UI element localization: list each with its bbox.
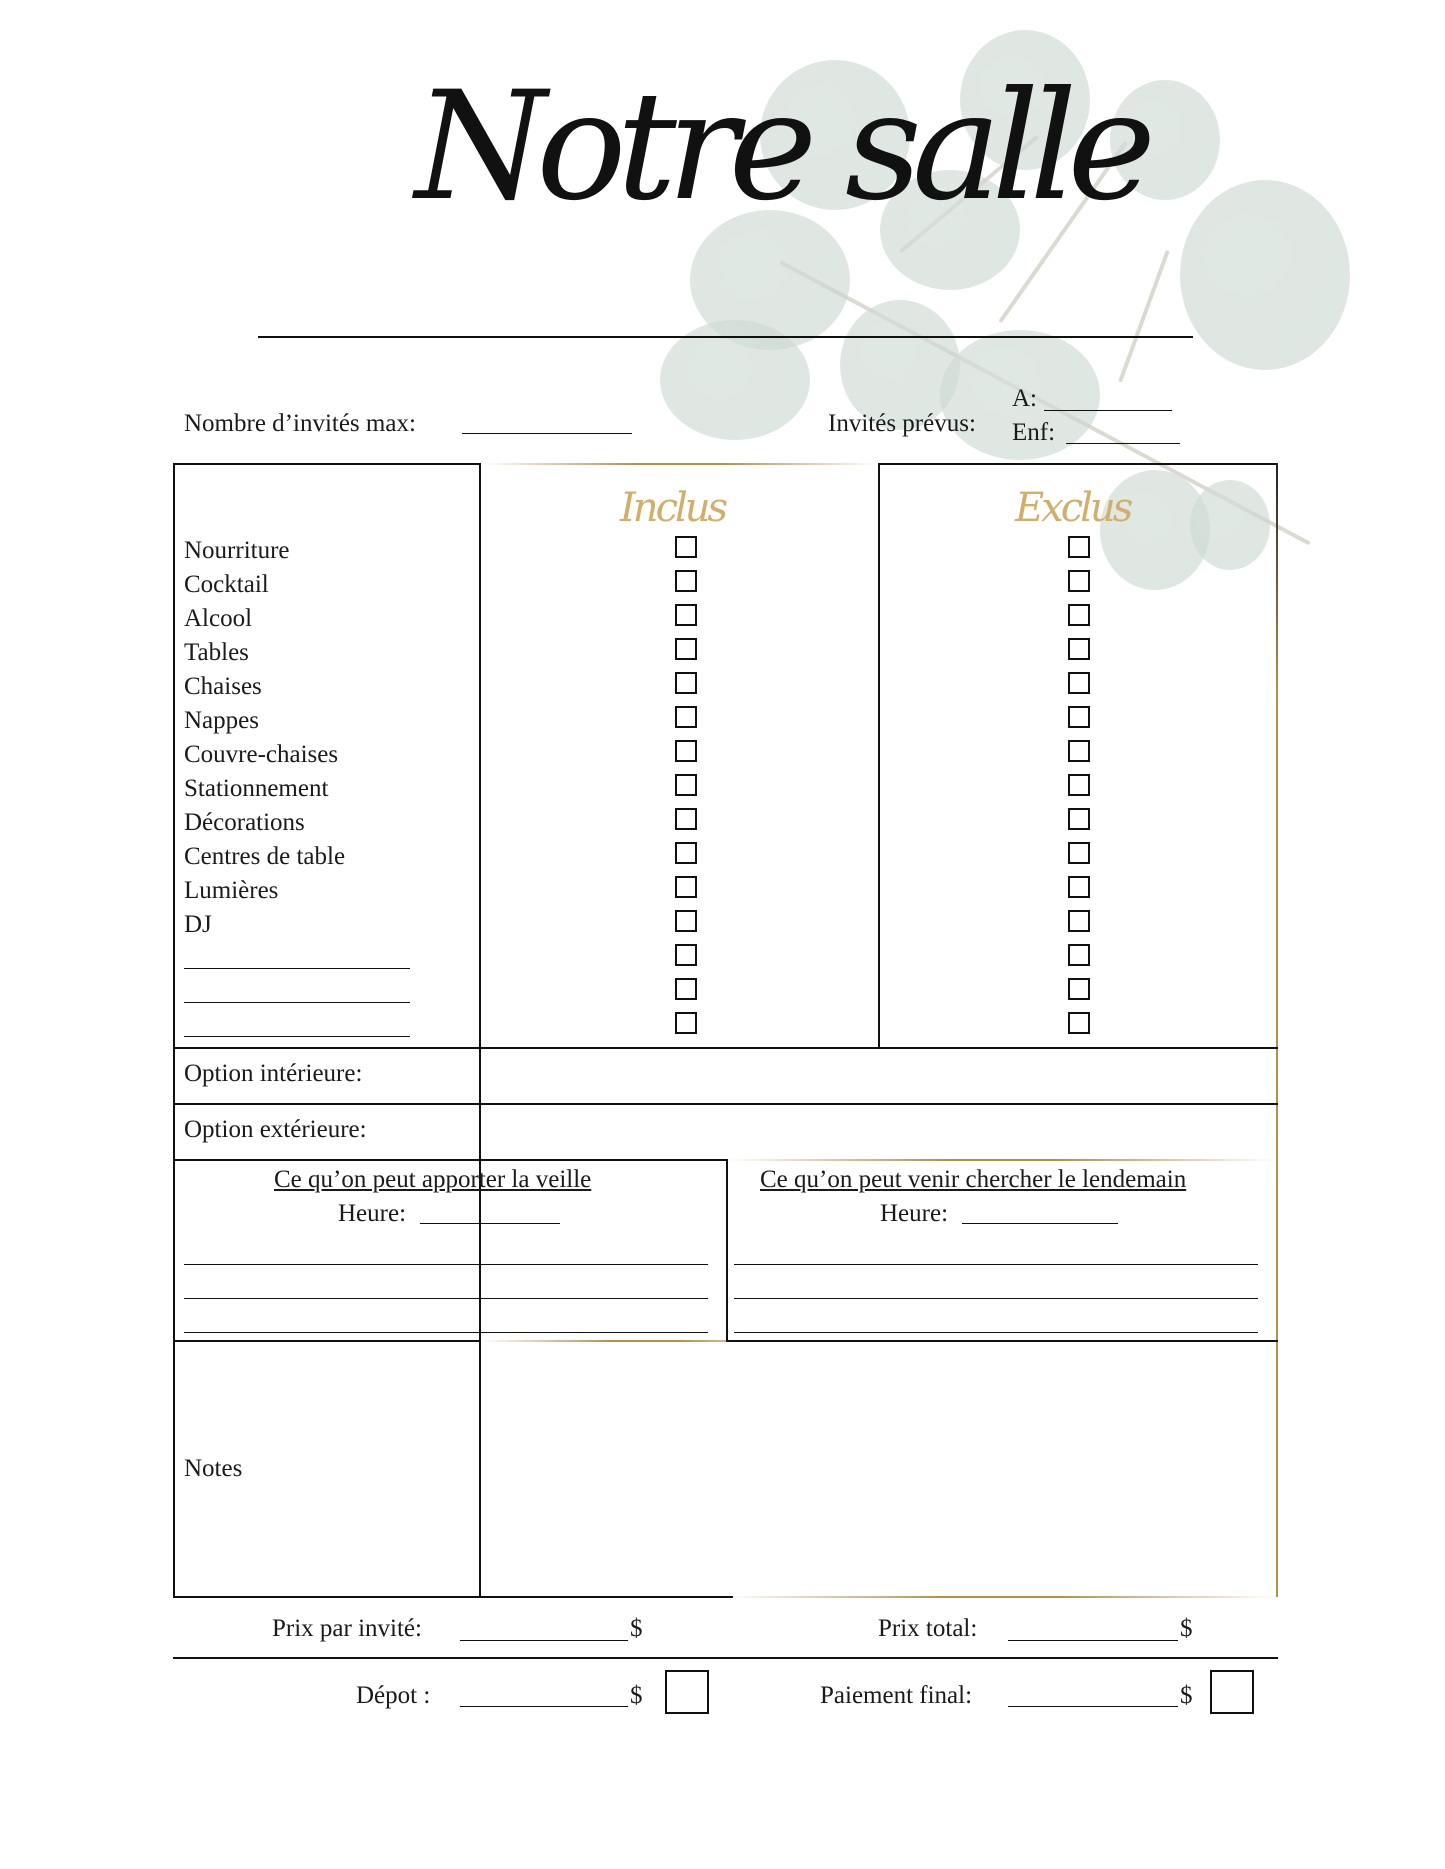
- excluded-checkbox[interactable]: [1068, 808, 1090, 830]
- currency-symbol: $: [1180, 1615, 1193, 1642]
- item-label: Décorations: [184, 809, 305, 836]
- excluded-checkbox[interactable]: [1068, 944, 1090, 966]
- total-price-input[interactable]: [1008, 1640, 1178, 1641]
- included-checkbox[interactable]: [675, 808, 697, 830]
- excluded-checkbox[interactable]: [1068, 910, 1090, 932]
- total-price-label: Prix total:: [878, 1615, 978, 1642]
- deposit-label: Dépot :: [356, 1682, 431, 1709]
- deposit-paid-checkbox[interactable]: [665, 1670, 709, 1714]
- max-guests-input[interactable]: [462, 433, 632, 434]
- price-per-guest-input[interactable]: [460, 1640, 628, 1641]
- max-guests-label: Nombre d’invités max:: [184, 410, 416, 437]
- title-underline: [258, 336, 1193, 338]
- included-checkbox[interactable]: [675, 876, 697, 898]
- before-heading: Ce qu’on peut apporter la veille: [274, 1166, 592, 1193]
- excluded-checkbox[interactable]: [1068, 774, 1090, 796]
- item-label: Nourriture: [184, 537, 290, 564]
- excluded-checkbox[interactable]: [1068, 876, 1090, 898]
- before-time-label: Heure:: [338, 1200, 407, 1227]
- item-label: Cocktail: [184, 571, 269, 598]
- excluded-checkbox[interactable]: [1068, 536, 1090, 558]
- excluded-checkbox[interactable]: [1068, 1012, 1090, 1034]
- after-time-input[interactable]: [962, 1223, 1118, 1224]
- excluded-checkbox[interactable]: [1068, 740, 1090, 762]
- included-checkbox[interactable]: [675, 740, 697, 762]
- excluded-checkbox[interactable]: [1068, 570, 1090, 592]
- notes-label: Notes: [184, 1455, 243, 1482]
- included-checkbox[interactable]: [675, 978, 697, 1000]
- currency-symbol: $: [630, 1682, 643, 1709]
- item-label: Couvre-chaises: [184, 741, 339, 768]
- custom-item-input[interactable]: [184, 1002, 410, 1003]
- price-per-guest-label: Prix par invité:: [272, 1615, 422, 1642]
- final-payment-checkbox[interactable]: [1210, 1670, 1254, 1714]
- after-time-label: Heure:: [880, 1200, 949, 1227]
- interior-option-label: Option intérieure:: [184, 1060, 363, 1087]
- included-checkbox[interactable]: [675, 706, 697, 728]
- children-input[interactable]: [1066, 443, 1180, 444]
- item-label: Chaises: [184, 673, 262, 700]
- after-line[interactable]: [734, 1332, 1258, 1333]
- after-line[interactable]: [734, 1298, 1258, 1299]
- included-checkbox[interactable]: [675, 604, 697, 626]
- adults-input[interactable]: [1044, 410, 1172, 411]
- excluded-checkbox[interactable]: [1068, 604, 1090, 626]
- exterior-option-field[interactable]: [482, 1105, 1274, 1157]
- final-payment-label: Paiement final:: [820, 1682, 973, 1709]
- excluded-checkbox[interactable]: [1068, 706, 1090, 728]
- excluded-checkbox[interactable]: [1068, 672, 1090, 694]
- included-checkbox[interactable]: [675, 536, 697, 558]
- item-label: Nappes: [184, 707, 259, 734]
- custom-item-input[interactable]: [184, 968, 410, 969]
- before-line[interactable]: [184, 1298, 708, 1299]
- notes-field[interactable]: [482, 1343, 1274, 1594]
- included-header: Inclus: [620, 485, 726, 531]
- excluded-checkbox[interactable]: [1068, 638, 1090, 660]
- item-label: DJ: [184, 911, 212, 938]
- excluded-checkbox[interactable]: [1068, 842, 1090, 864]
- after-heading: Ce qu’on peut venir chercher le lendemain: [760, 1166, 1187, 1193]
- exterior-option-label: Option extérieure:: [184, 1116, 367, 1143]
- final-payment-input[interactable]: [1008, 1706, 1178, 1707]
- item-label: Tables: [184, 639, 249, 666]
- included-checkbox[interactable]: [675, 672, 697, 694]
- custom-item-input[interactable]: [184, 1036, 410, 1037]
- before-time-input[interactable]: [420, 1223, 560, 1224]
- currency-symbol: $: [630, 1615, 643, 1642]
- included-checkbox[interactable]: [675, 774, 697, 796]
- included-checkbox[interactable]: [675, 910, 697, 932]
- included-checkbox[interactable]: [675, 1012, 697, 1034]
- included-checkbox[interactable]: [675, 638, 697, 660]
- item-label: Centres de table: [184, 843, 346, 870]
- deposit-input[interactable]: [460, 1706, 628, 1707]
- children-label: Enf:: [1012, 419, 1056, 446]
- item-label: Stationnement: [184, 775, 329, 802]
- adults-label: A:: [1012, 385, 1037, 412]
- item-label: Alcool: [184, 605, 253, 632]
- before-line[interactable]: [184, 1332, 708, 1333]
- excluded-header: Exclus: [1015, 485, 1131, 531]
- excluded-checkbox[interactable]: [1068, 978, 1090, 1000]
- included-checkbox[interactable]: [675, 842, 697, 864]
- page-title: Notre salle: [415, 60, 1147, 234]
- included-checkbox[interactable]: [675, 570, 697, 592]
- before-line[interactable]: [184, 1264, 708, 1265]
- included-checkbox[interactable]: [675, 944, 697, 966]
- after-line[interactable]: [734, 1264, 1258, 1265]
- planned-guests-label: Invités prévus:: [828, 410, 976, 437]
- interior-option-field[interactable]: [482, 1049, 1274, 1101]
- item-label: Lumières: [184, 877, 279, 904]
- currency-symbol: $: [1180, 1682, 1193, 1709]
- pricing-divider: [173, 1657, 1278, 1659]
